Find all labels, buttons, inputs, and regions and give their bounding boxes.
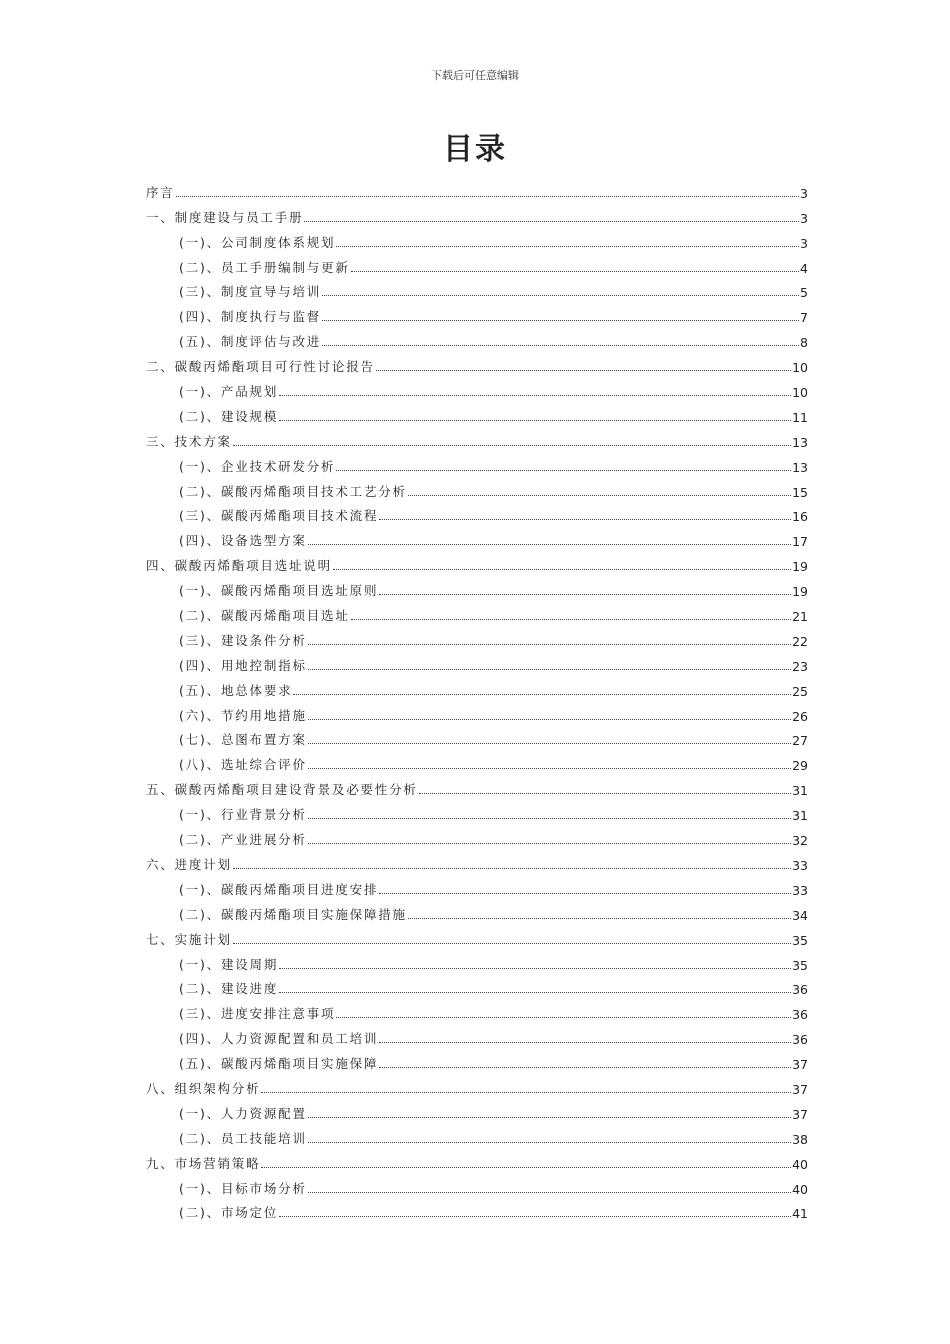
toc-entry-label: (五)、制度评估与改进	[179, 334, 322, 350]
dot-leader	[419, 793, 791, 794]
dot-leader	[308, 743, 791, 744]
toc-entry-page-number: 17	[792, 534, 808, 550]
toc-subentry[interactable]	[146, 375, 808, 400]
toc-entry-label: (二)、产业进展分析	[179, 832, 307, 848]
toc-entry-label: 三、技术方案	[146, 433, 232, 449]
toc-entry-label: (一)、碳酸丙烯酯项目进度安排	[179, 881, 379, 897]
toc-entry[interactable]	[146, 848, 808, 873]
dot-leader	[176, 196, 799, 197]
toc-subentry[interactable]	[146, 1197, 808, 1222]
dot-leader	[379, 1067, 791, 1068]
toc-entry-label: (二)、员工手册编制与更新	[179, 259, 350, 275]
page-title: 目录	[443, 132, 507, 167]
toc-entry-page-number: 35	[792, 957, 808, 973]
toc-entry-page-number: 33	[792, 882, 808, 898]
toc-entry-page-number: 7	[800, 310, 808, 326]
toc-entry-page-number: 27	[792, 733, 808, 749]
toc-entry-label: (八)、选址综合评价	[179, 757, 307, 773]
toc-subentry[interactable]	[146, 699, 808, 724]
dot-leader	[336, 470, 791, 471]
dot-leader	[308, 1117, 791, 1118]
toc-entry-page-number: 19	[792, 559, 808, 575]
toc-entry-page-number: 26	[792, 708, 808, 724]
dot-leader	[351, 619, 791, 620]
toc-entry-page-number: 22	[792, 633, 808, 649]
toc-entry-label: (二)、员工技能培训	[179, 1130, 307, 1146]
toc-entry-page-number: 25	[792, 683, 808, 699]
toc-entry-label: 四、碳酸丙烯酯项目选址说明	[146, 558, 332, 574]
toc-entry-label: (六)、节约用地措施	[179, 707, 307, 723]
dot-leader	[308, 719, 791, 720]
toc-subentry[interactable]	[146, 450, 808, 475]
toc-entry-page-number: 29	[792, 758, 808, 774]
toc-entry-page-number: 11	[792, 409, 808, 425]
toc-subentry[interactable]	[146, 1172, 808, 1197]
toc-entry-page-number: 3	[800, 235, 808, 251]
dot-leader	[308, 768, 791, 769]
dot-leader	[233, 943, 791, 944]
toc-entry-page-number: 8	[800, 335, 808, 351]
toc-entry-label: (一)、公司制度体系规划	[179, 234, 336, 250]
toc-entry-label: (三)、建设条件分析	[179, 632, 307, 648]
toc-entry-page-number: 3	[800, 185, 808, 201]
dot-leader	[376, 370, 791, 371]
toc-subentry[interactable]	[146, 276, 808, 301]
toc-entry-label: (七)、总图布置方案	[179, 732, 307, 748]
toc-entry-label: (五)、地总体要求	[179, 682, 293, 698]
dot-leader	[322, 320, 799, 321]
toc-entry-label: (二)、碳酸丙烯酯项目选址	[179, 608, 350, 624]
dot-leader	[233, 445, 791, 446]
toc-entry-page-number: 37	[792, 1081, 808, 1097]
toc-entry-page-number: 16	[792, 509, 808, 525]
toc-entry-page-number: 21	[792, 609, 808, 625]
toc-entry-page-number: 40	[792, 1156, 808, 1172]
toc-entry-label: 六、进度计划	[146, 856, 232, 872]
toc-subentry[interactable]	[146, 1097, 808, 1122]
toc-entry-page-number: 4	[800, 260, 808, 276]
toc-entry-label: 八、组织架构分析	[146, 1080, 261, 1096]
toc-subentry[interactable]	[146, 574, 808, 599]
dot-leader	[322, 345, 799, 346]
toc-entry-page-number: 19	[792, 584, 808, 600]
toc-entry-page-number: 37	[792, 1106, 808, 1122]
dot-leader	[261, 1167, 791, 1168]
toc-subentry[interactable]	[146, 1047, 808, 1072]
toc-entry-label: (一)、产品规划	[179, 384, 279, 400]
dot-leader	[308, 818, 791, 819]
dot-leader	[279, 968, 791, 969]
toc-subentry[interactable]	[146, 748, 808, 773]
toc-entry-label: (一)、目标市场分析	[179, 1180, 307, 1196]
dot-leader	[308, 669, 791, 670]
dot-leader	[336, 1017, 791, 1018]
toc-subentry[interactable]	[146, 300, 808, 325]
toc-subentry[interactable]	[146, 674, 808, 699]
toc-entry-label: (四)、人力资源配置和员工培训	[179, 1031, 379, 1047]
toc-entry-page-number: 36	[792, 982, 808, 998]
toc-entry-page-number: 13	[792, 434, 808, 450]
toc-subentry[interactable]	[146, 997, 808, 1022]
dot-leader	[279, 1216, 791, 1217]
toc-entry-label: (五)、碳酸丙烯酯项目实施保障	[179, 1056, 379, 1072]
toc-entry-page-number: 36	[792, 1032, 808, 1048]
toc-entry-label: (二)、建设进度	[179, 981, 279, 997]
toc-entry-label: (一)、人力资源配置	[179, 1105, 307, 1121]
toc-entry[interactable]	[146, 1072, 808, 1097]
toc-entry-label: (一)、碳酸丙烯酯项目选址原则	[179, 583, 379, 599]
toc-subentry[interactable]	[146, 823, 808, 848]
dot-leader	[308, 644, 791, 645]
toc-entry-page-number: 34	[792, 907, 808, 923]
toc-entry-label: (四)、制度执行与监督	[179, 309, 322, 325]
dot-leader	[233, 868, 791, 869]
toc-entry-page-number: 37	[792, 1057, 808, 1073]
toc-entry-label: 七、实施计划	[146, 931, 232, 947]
toc-subentry[interactable]	[146, 873, 808, 898]
toc-entry-label: 九、市场营销策略	[146, 1155, 261, 1171]
toc-subentry[interactable]	[146, 649, 808, 674]
toc-entry-page-number: 13	[792, 459, 808, 475]
dot-leader	[333, 569, 791, 570]
toc-entry-label: (二)、市场定位	[179, 1205, 279, 1221]
table-of-contents	[146, 176, 808, 1221]
dot-leader	[322, 295, 799, 296]
toc-subentry[interactable]	[146, 226, 808, 251]
toc-entry-label: 一、制度建设与员工手册	[146, 209, 304, 225]
toc-entry-page-number: 32	[792, 833, 808, 849]
toc-subentry[interactable]	[146, 325, 808, 350]
toc-subentry[interactable]	[146, 973, 808, 998]
toc-entry-page-number: 10	[792, 385, 808, 401]
toc-entry[interactable]	[146, 549, 808, 574]
dot-leader	[261, 1092, 791, 1093]
toc-entry[interactable]	[146, 176, 808, 201]
toc-subentry[interactable]	[146, 1122, 808, 1147]
toc-subentry[interactable]	[146, 400, 808, 425]
dot-leader	[308, 1192, 791, 1193]
toc-subentry[interactable]	[146, 898, 808, 923]
toc-entry-label: (二)、碳酸丙烯酯项目技术工艺分析	[179, 483, 407, 499]
dot-leader	[304, 221, 799, 222]
toc-entry[interactable]	[146, 923, 808, 948]
toc-subentry[interactable]	[146, 624, 808, 649]
toc-entry[interactable]	[146, 201, 808, 226]
toc-entry-label: (一)、企业技术研发分析	[179, 458, 336, 474]
toc-subentry[interactable]	[146, 475, 808, 500]
dot-leader	[379, 893, 791, 894]
toc-entry-page-number: 40	[792, 1181, 808, 1197]
toc-entry-label: (二)、建设规模	[179, 408, 279, 424]
toc-entry-label: (四)、设备选型方案	[179, 533, 307, 549]
toc-entry-page-number: 5	[800, 285, 808, 301]
toc-entry-page-number: 15	[792, 484, 808, 500]
toc-entry-label: (三)、进度安排注意事项	[179, 1006, 336, 1022]
dot-leader	[279, 395, 791, 396]
toc-entry-page-number: 10	[792, 360, 808, 376]
toc-entry-label: 五、碳酸丙烯酯项目建设背景及必要性分析	[146, 782, 418, 798]
toc-entry[interactable]	[146, 1147, 808, 1172]
dot-leader	[379, 594, 791, 595]
toc-entry-label: (三)、制度宣导与培训	[179, 284, 322, 300]
dot-leader	[308, 544, 791, 545]
dot-leader	[336, 246, 799, 247]
toc-entry-label: (一)、建设周期	[179, 956, 279, 972]
toc-subentry[interactable]	[146, 599, 808, 624]
toc-subentry[interactable]	[146, 798, 808, 823]
toc-entry-page-number: 31	[792, 783, 808, 799]
dot-leader	[351, 271, 799, 272]
toc-subentry[interactable]	[146, 1022, 808, 1047]
dot-leader	[379, 1042, 791, 1043]
toc-entry-label: (四)、用地控制指标	[179, 657, 307, 673]
dot-leader	[293, 694, 791, 695]
toc-entry[interactable]	[146, 350, 808, 375]
dot-leader	[408, 495, 791, 496]
toc-entry-page-number: 36	[792, 1007, 808, 1023]
toc-entry[interactable]	[146, 773, 808, 798]
toc-subentry[interactable]	[146, 500, 808, 525]
header-note: 下载后可任意编辑	[431, 69, 519, 82]
toc-entry-label: (三)、碳酸丙烯酯项目技术流程	[179, 508, 379, 524]
toc-entry-page-number: 31	[792, 808, 808, 824]
toc-entry-page-number: 38	[792, 1131, 808, 1147]
dot-leader	[279, 992, 791, 993]
toc-entry-label: 二、碳酸丙烯酯项目可行性讨论报告	[146, 359, 375, 375]
toc-subentry[interactable]	[146, 251, 808, 276]
toc-subentry[interactable]	[146, 524, 808, 549]
dot-leader	[379, 519, 791, 520]
dot-leader	[408, 918, 791, 919]
toc-entry-label: (二)、碳酸丙烯酯项目实施保障措施	[179, 906, 407, 922]
toc-entry[interactable]	[146, 425, 808, 450]
toc-entry-page-number: 23	[792, 658, 808, 674]
toc-subentry[interactable]	[146, 724, 808, 749]
toc-entry-page-number: 35	[792, 932, 808, 948]
toc-entry-page-number: 41	[792, 1206, 808, 1222]
toc-entry-label: (一)、行业背景分析	[179, 807, 307, 823]
toc-entry-page-number: 33	[792, 857, 808, 873]
toc-entry-label: 序言	[146, 184, 175, 200]
dot-leader	[308, 843, 791, 844]
toc-subentry[interactable]	[146, 948, 808, 973]
toc-entry-page-number: 3	[800, 210, 808, 226]
dot-leader	[308, 1142, 791, 1143]
dot-leader	[279, 420, 791, 421]
